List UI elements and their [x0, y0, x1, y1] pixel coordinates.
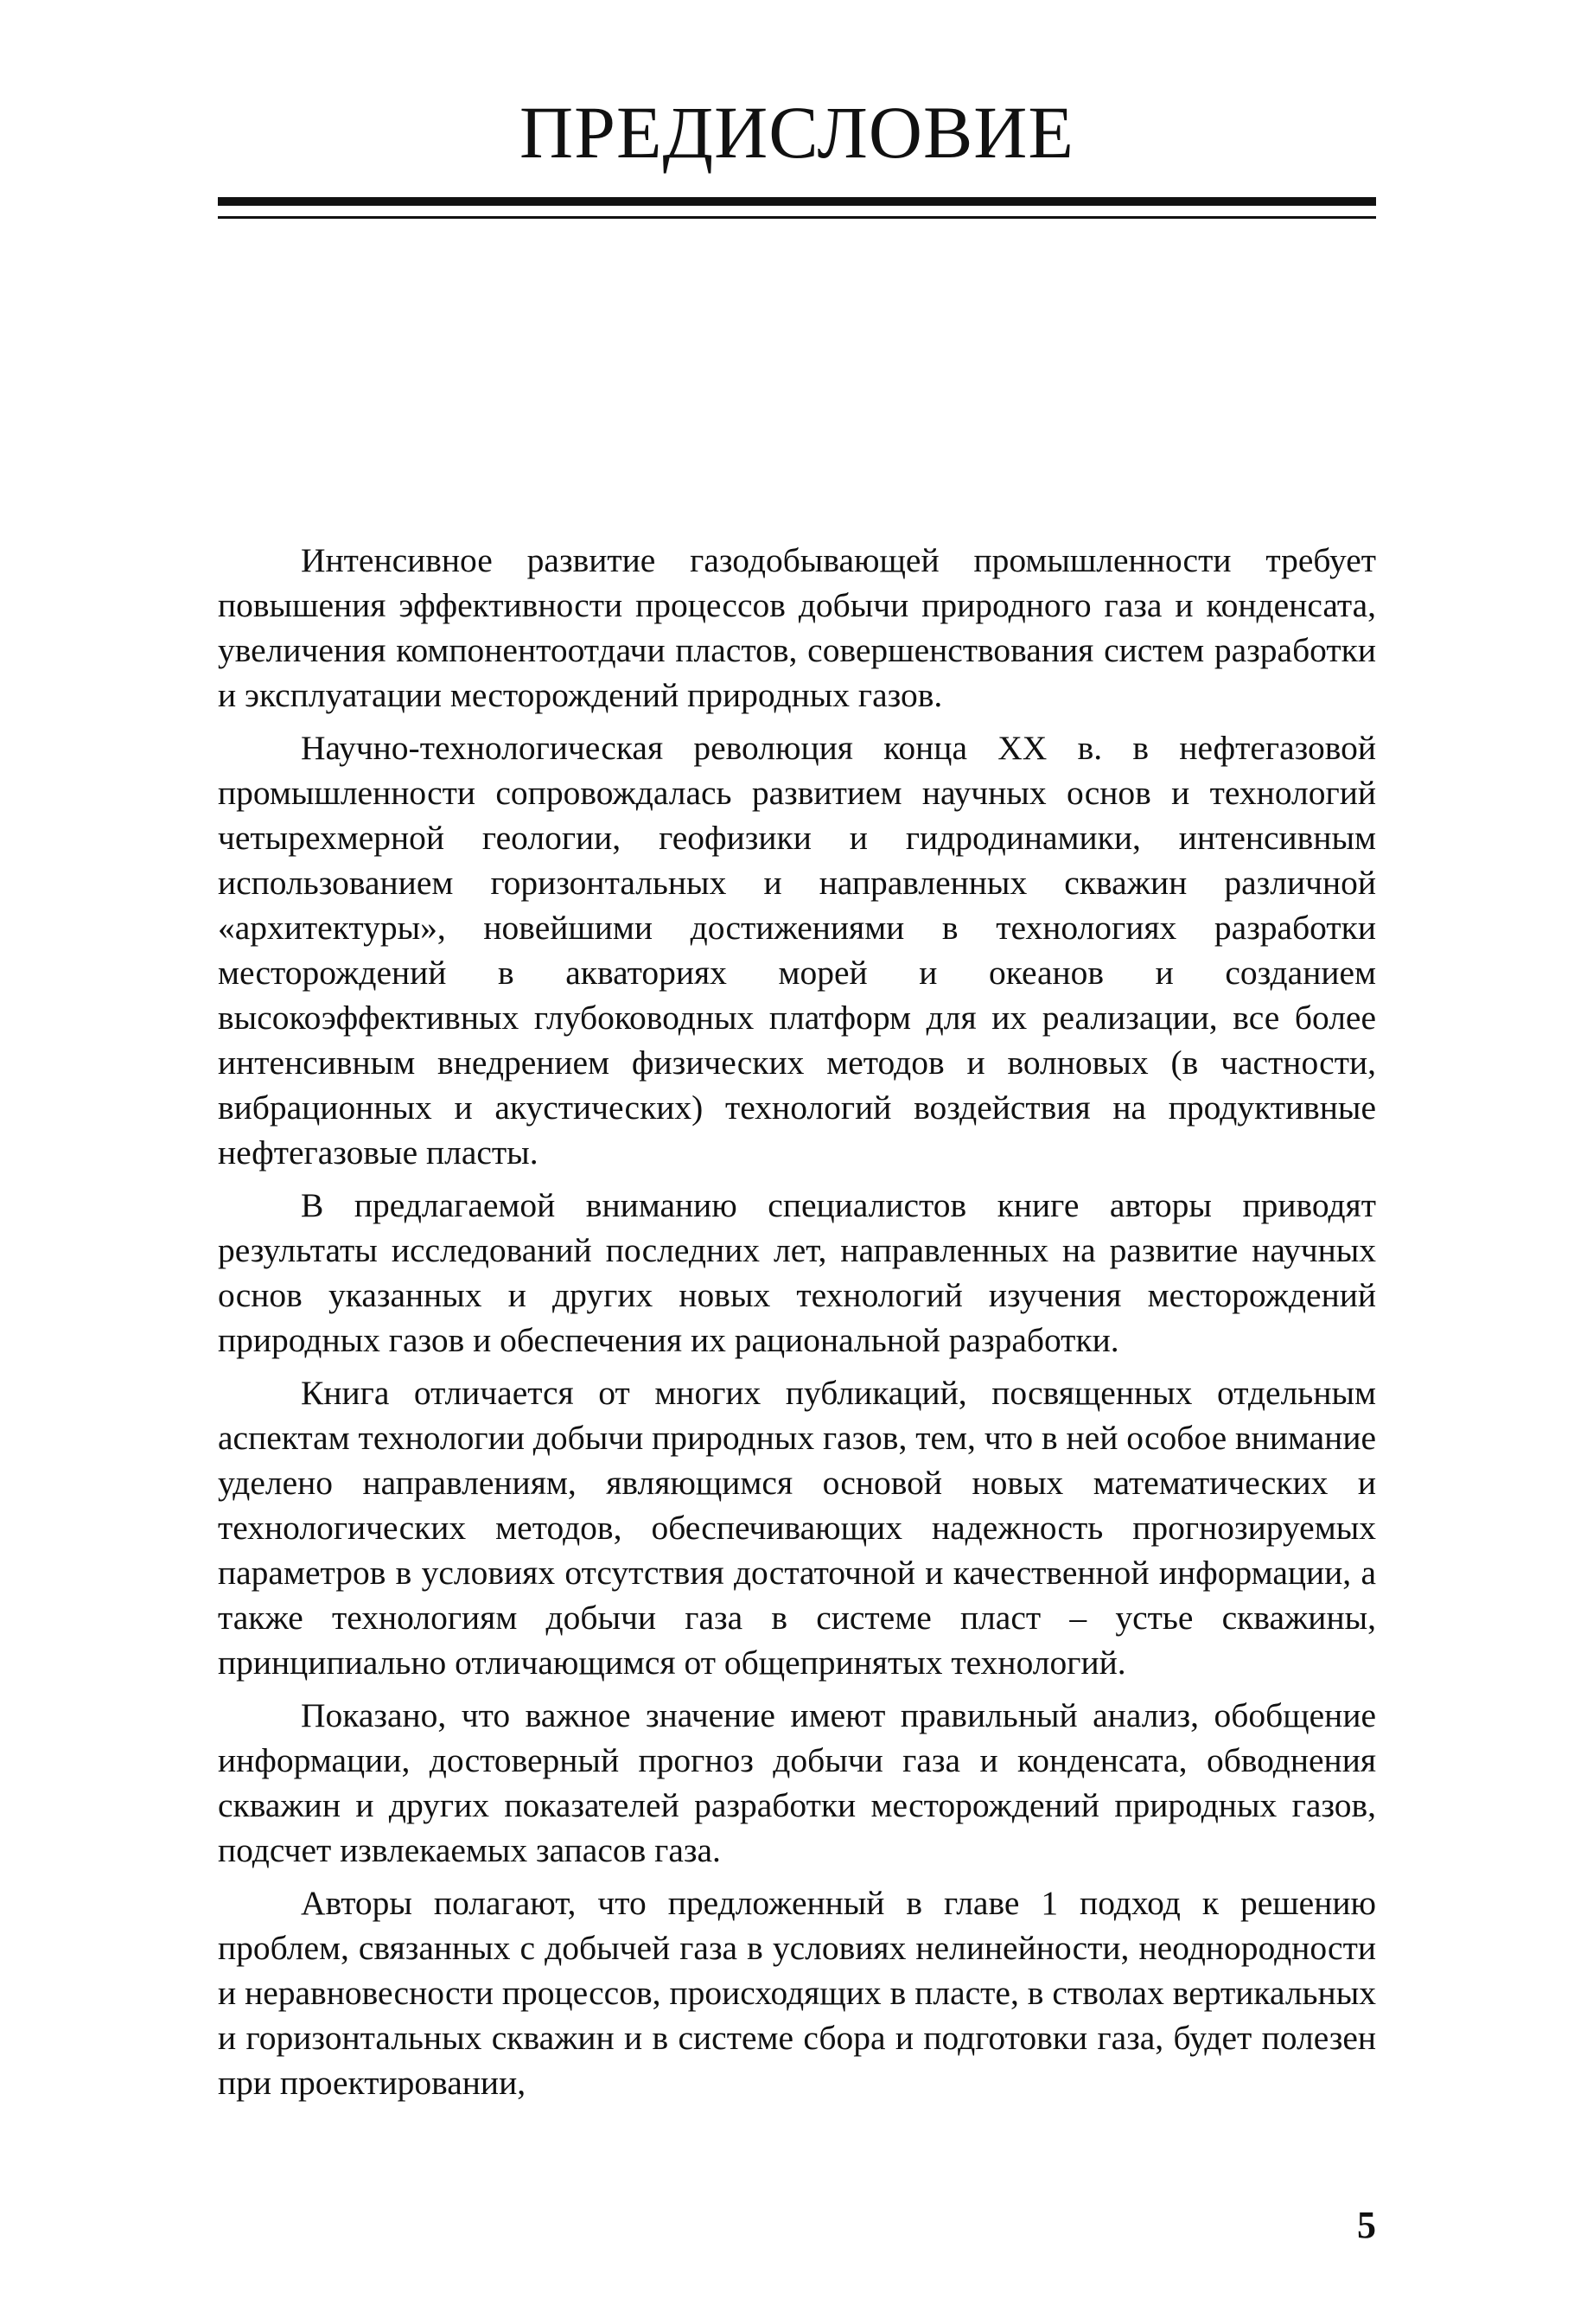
paragraph: Показано, что важное значение имеют правильный анализ, обобщение информации, достоверный прогноз добычи газа и конденсата, обводнения скважин и других показателей разработки месторождений природных газов, подсчет извлекаемых запасов газа.: [218, 1696, 1376, 1869]
body-text: [218, 538, 1376, 2113]
title-rule-thick: [218, 197, 1376, 206]
page-number: 5: [1357, 2204, 1376, 2246]
paragraph: Интенсивное развитие газодобывающей промышленности требует повышения эффективности процессов добычи природного газа и конденсата, увеличения компонентоотдачи пластов, совершенствования систем разработки и эксплуатации месторождений природных газов.: [218, 541, 1376, 714]
title-rule-thin: [218, 216, 1376, 219]
page-title: ПРЕДИСЛОВИЕ: [519, 91, 1074, 174]
paragraph: Авторы полагают, что предложенный в главе 1 подход к решению проблем, связанных с добычей газа в условиях нелинейности, неоднородности и неравновесности процессов, происходящих в пласте, в стволах вертикальных и горизонтальных скважин и в системе сбора и подготовки газа, будет полезен при проектировании,: [218, 1884, 1376, 2102]
paragraph: Книга отличается от многих публикаций, посвященных отдельным аспектам технологии добычи природных газов, тем, что в ней особое внимание уделено направлениям, являющимся основой новых математических и технологических методов, обеспечивающих надежность прогнозируемых параметров в условиях отсутствия достаточной и качественной информации, а также технологиям добычи газа в системе пласт – устье скважины, принципиально отличающимся от общепринятых технологий.: [218, 1374, 1376, 1682]
paragraph: В предлагаемой вниманию специалистов книге авторы приводят результаты исследований последних лет, направленных на развитие научных основ указанных и других новых технологий изучения месторождений природных газов и обеспечения их рациональной разработки.: [218, 1186, 1376, 1359]
paragraph: Научно-технологическая революция конца XX в. в нефтегазовой промышленности сопровождалась развитием научных основ и технологий четырехмерной геологии, геофизики и гидродинамики, интенсивным использованием горизонтальных и направленных скважин различной «архитектуры», новейшими достижениями в технологиях разработки месторождений в акваториях морей и океанов и созданием высокоэффективных глубоководных платформ для их реализации, все более интенсивным внедрением физических методов и волновых (в частности, вибрационных и акустических) технологий воздействия на продуктивные нефтегазовые пласты.: [218, 729, 1376, 1172]
